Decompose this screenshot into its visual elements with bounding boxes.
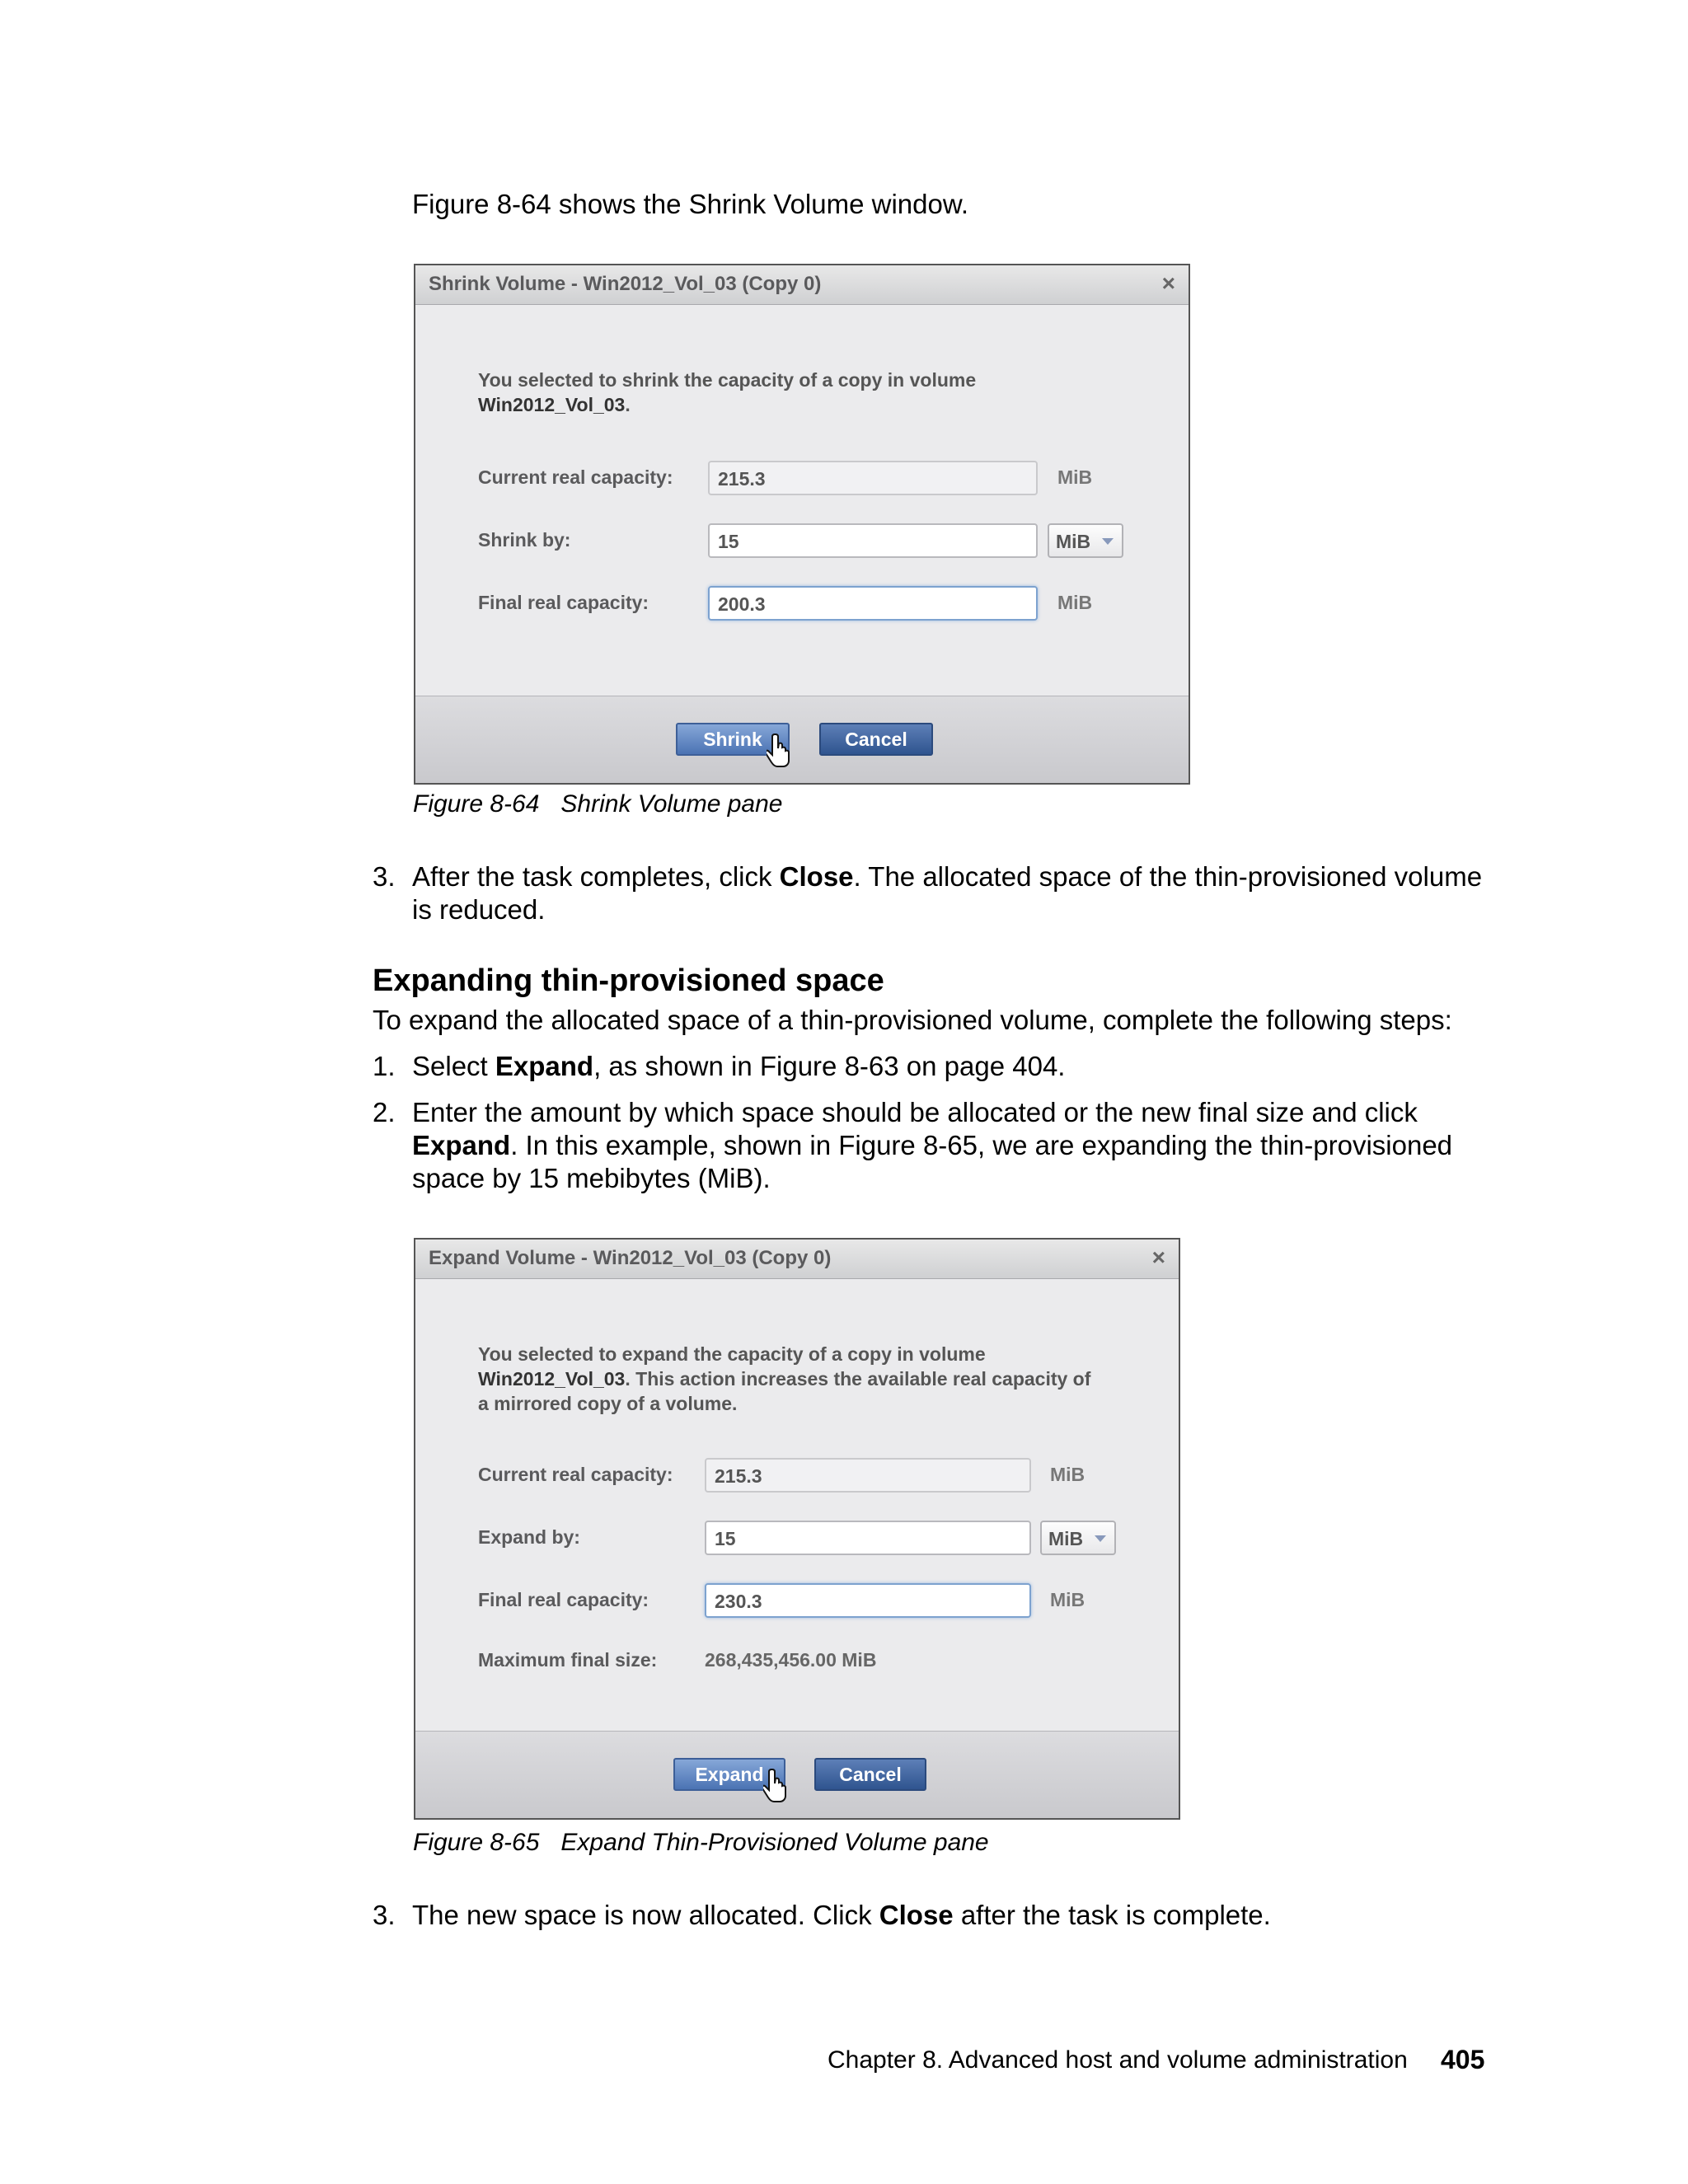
- dialog-title: Expand Volume - Win2012_Vol_03 (Copy 0): [429, 1247, 832, 1269]
- current-capacity-label: Current real capacity:: [478, 466, 673, 488]
- step-text: [412, 1050, 1065, 1083]
- cancel-button[interactable]: Cancel: [819, 723, 933, 756]
- max-size-label: Maximum final size:: [478, 1649, 658, 1671]
- current-capacity-field: 215.3: [708, 461, 1038, 495]
- step-number: 2.: [373, 1097, 396, 1127]
- message-end: .: [625, 394, 631, 415]
- expand-volume-dialog: [414, 1238, 1180, 1820]
- dialog-title: Shrink Volume - Win2012_Vol_03 (Copy 0): [429, 273, 822, 295]
- dialog-footer: [415, 696, 1189, 783]
- step-text-part: . In this example, shown in Figure 8-65, we are expanding the thin-provisioned: [510, 1130, 1453, 1160]
- caption-label: Figure 8-64: [413, 790, 540, 818]
- dialog-message: [478, 368, 976, 417]
- expand-by-label: Expand by:: [478, 1526, 580, 1548]
- final-capacity-input[interactable]: 200.3: [708, 586, 1038, 621]
- close-icon[interactable]: ×: [1161, 270, 1175, 296]
- final-capacity-unit: MiB: [1057, 592, 1093, 613]
- expand-by-input[interactable]: 15: [705, 1521, 1031, 1555]
- current-capacity-unit: MiB: [1050, 1464, 1085, 1485]
- hand-cursor-icon: [763, 1768, 791, 1802]
- shrink-button[interactable]: Shrink: [676, 723, 790, 756]
- shrink-volume-dialog: [414, 264, 1190, 785]
- final-capacity-input[interactable]: 230.3: [705, 1583, 1031, 1618]
- step-text: [412, 1899, 1271, 1932]
- step-text: [412, 860, 1500, 926]
- step-text-part: After the task completes, click: [412, 861, 780, 892]
- max-size-value: 268,435,456.00 MiB: [705, 1649, 877, 1671]
- dialog-titlebar: [415, 265, 1189, 305]
- caption-text: Expand Thin-Provisioned Volume pane: [560, 1829, 989, 1856]
- step-number: 3.: [373, 861, 396, 892]
- step-text-part: Enter the amount by which space should be allocated or the new final size and click: [412, 1097, 1418, 1127]
- cancel-button[interactable]: Cancel: [814, 1758, 926, 1791]
- page-number: 405: [1441, 2045, 1485, 2074]
- dialog-message: [478, 1342, 1090, 1416]
- step-text-part: Select: [412, 1051, 495, 1081]
- expand-unit-select[interactable]: [1040, 1521, 1116, 1555]
- chevron-down-icon: [1095, 1535, 1106, 1542]
- chapter-footer: Chapter 8. Advanced host and volume administration: [828, 2046, 1408, 2074]
- message-line: . This action increases the available real capacity of: [625, 1368, 1091, 1390]
- dialog-footer: [415, 1731, 1179, 1818]
- step-text-part: The new space is now allocated. Click: [412, 1900, 879, 1930]
- final-capacity-label: Final real capacity:: [478, 592, 649, 613]
- figure-caption: [413, 790, 782, 819]
- close-icon[interactable]: ×: [1151, 1244, 1165, 1270]
- step-number: 1.: [373, 1051, 396, 1081]
- dialog-titlebar: [415, 1240, 1179, 1279]
- message-line: a mirrored copy of a volume.: [478, 1393, 738, 1414]
- section-heading: Expanding thin-provisioned space: [373, 963, 884, 998]
- expand-button[interactable]: Expand: [673, 1758, 785, 1791]
- final-capacity-label: Final real capacity:: [478, 1589, 649, 1610]
- section-intro: To expand the allocated space of a thin-provisioned volume, complete the following steps:: [373, 1005, 1452, 1035]
- bold-term: Expand: [495, 1051, 594, 1081]
- step-text: [412, 1096, 1517, 1195]
- select-value: MiB: [1048, 1528, 1084, 1549]
- volume-name: Win2012_Vol_03: [478, 1368, 626, 1390]
- step-text-part: is reduced.: [412, 894, 546, 925]
- caption-label: Figure 8-65: [413, 1829, 540, 1856]
- step-text-part: , as shown in Figure 8-63 on page 404.: [593, 1051, 1066, 1081]
- select-value: MiB: [1056, 531, 1091, 552]
- message-line: You selected to expand the capacity of a copy in volume: [478, 1343, 986, 1365]
- figure-caption: [413, 1828, 989, 1858]
- volume-name: Win2012_Vol_03: [478, 394, 626, 415]
- step-text-part: after the task is complete.: [953, 1900, 1271, 1930]
- message-line: You selected to shrink the capacity of a copy in volume: [478, 369, 977, 391]
- shrink-by-input[interactable]: 15: [708, 523, 1038, 558]
- bold-term: Close: [779, 861, 854, 892]
- chevron-down-icon: [1102, 538, 1114, 545]
- step-text-part: space by 15 mebibytes (MiB).: [412, 1163, 771, 1193]
- step-text-part: . The allocated space of the thin-provisioned volume: [853, 861, 1483, 892]
- current-capacity-field: 215.3: [705, 1458, 1031, 1493]
- bold-term: Close: [879, 1900, 954, 1930]
- current-capacity-unit: MiB: [1057, 466, 1093, 488]
- hand-cursor-icon: [767, 733, 795, 767]
- current-capacity-label: Current real capacity:: [478, 1464, 673, 1485]
- shrink-unit-select[interactable]: [1048, 523, 1123, 558]
- caption-text: Shrink Volume pane: [560, 790, 783, 818]
- shrink-by-label: Shrink by:: [478, 529, 571, 551]
- step-number: 3.: [373, 1900, 396, 1930]
- intro-text: Figure 8-64 shows the Shrink Volume window.: [412, 189, 969, 219]
- final-capacity-unit: MiB: [1050, 1589, 1085, 1610]
- bold-term: Expand: [412, 1130, 511, 1160]
